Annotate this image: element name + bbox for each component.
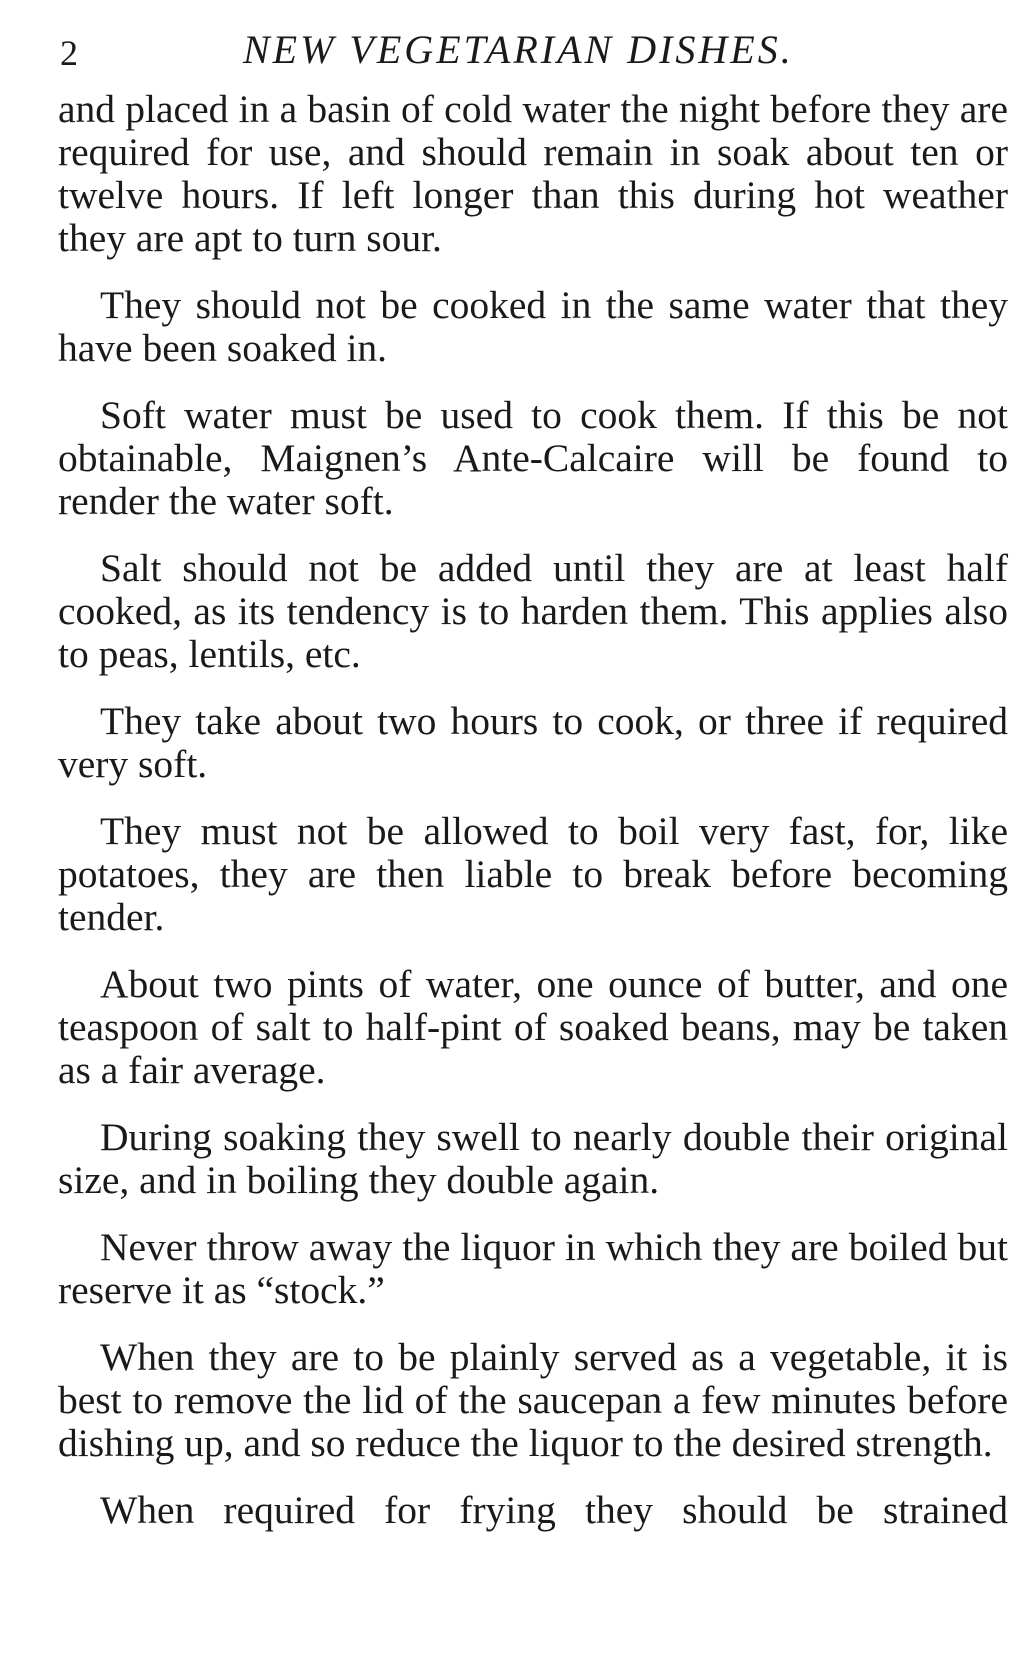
paragraph-frying: When required for frying they should be strained [100,1488,1008,1532]
running-title: NEW VEGETARIAN DISHES. [243,27,794,72]
page-number: 2 [60,33,78,73]
book-page [58,22,1008,1532]
body-text [58,88,1008,1532]
paragraph-swelling: During soaking they swell to nearly double their original size, and in boiling they double again. [58,1115,1008,1202]
paragraph-cooking-time: They take about two hours to cook, or three if required very soft. [58,699,1008,786]
running-head [58,22,1008,88]
paragraph-proportions: About two pints of water, one ounce of butter, and one teaspoon of salt to half-pint of soaked beans, may be taken as a fair average. [58,962,1008,1092]
paragraph-soft-water: Soft water must be used to cook them. If this be not obtainable, Maignen’s Ante-Calcaire will be found to render the water soft. [58,393,1008,523]
paragraph-cooking-water: They should not be cooked in the same water that they have been soaked in. [58,283,1008,370]
paragraph-soaking: and placed in a basin of cold water the night before they are required for use, and should remain in soak about ten or twelve hours. If left longer than this during hot weather they are apt to turn sour. [58,87,1008,260]
paragraph-serving: When they are to be plainly served as a vegetable, it is best to remove the lid of the saucepan a few minutes before dishing up, and so reduce the liquor to the desired strength. [58,1335,1008,1465]
paragraph-salt: Salt should not be added until they are at least half cooked, as its tendency is to harden them. This applies also to peas, lentils, etc. [58,546,1008,676]
paragraph-boiling: They must not be allowed to boil very fast, for, like potatoes, they are then liable to break before becoming tender. [58,809,1008,939]
paragraph-stock: Never throw away the liquor in which they are boiled but reserve it as “stock.” [58,1225,1008,1312]
